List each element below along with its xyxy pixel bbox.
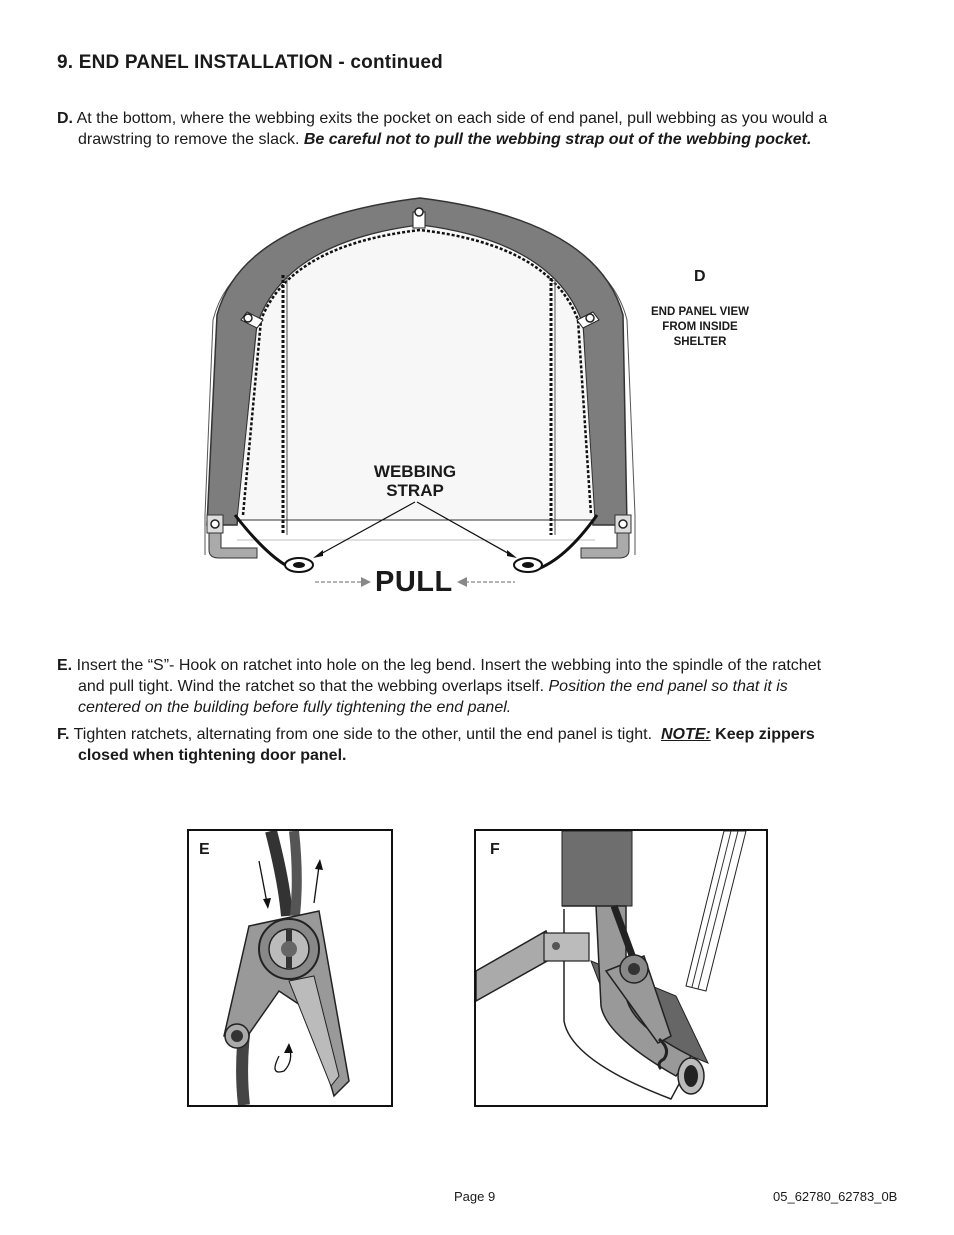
end-panel-diagram xyxy=(195,190,645,600)
figure-e-box xyxy=(187,829,393,1107)
step-f-label: F. xyxy=(57,726,70,743)
step-d-line2: drawstring to remove the slack. xyxy=(78,131,300,148)
ratchet-installed-illustration xyxy=(476,831,766,1105)
step-d-label: D. xyxy=(57,110,73,127)
step-e-line1: Insert the “S”- Hook on ratchet into hole on the leg bend. Insert the webbing into the spindle of the ratchet xyxy=(76,657,822,674)
figure-f-letter: F xyxy=(490,841,500,858)
ratchet-closeup-illustration xyxy=(189,831,391,1105)
step-f-bold1: Keep zippers xyxy=(715,726,815,743)
step-e-line2: and pull tight. Wind the ratchet so that the webbing overlaps itself. xyxy=(78,678,545,695)
step-f xyxy=(57,724,917,766)
figure-d-letter: D xyxy=(694,268,706,285)
note-label: NOTE: xyxy=(660,726,711,743)
step-e-label: E. xyxy=(57,657,73,674)
step-f-line1: Tighten ratchets, alternating from one side to the other, until the end panel is tight. xyxy=(73,726,653,743)
figure-e-letter: E xyxy=(199,841,210,858)
section-title: 9. END PANEL INSTALLATION - continued xyxy=(57,52,443,73)
pull-label: PULL xyxy=(375,566,453,598)
page-number: Page 9 xyxy=(454,1189,496,1204)
step-e-line3: centered on the building before fully tightening the end panel. xyxy=(78,699,512,716)
step-d xyxy=(57,108,917,150)
step-d-line1: At the bottom, where the webbing exits the pocket on each side of end panel, pull webbing as you would a xyxy=(76,110,828,127)
webbing-strap-label: WEBBING STRAP xyxy=(373,462,457,500)
step-e-line2-italic: Position the end panel so that it is xyxy=(548,678,788,695)
figure-d-caption: END PANEL VIEW FROM INSIDE SHELTER xyxy=(651,306,749,348)
document-code: 05_62780_62783_0B xyxy=(773,1189,898,1204)
figure-f-box xyxy=(474,829,768,1107)
step-f-bold2: closed when tightening door panel. xyxy=(78,747,347,764)
step-d-warning: Be careful not to pull the webbing strap out of the webbing pocket. xyxy=(303,131,812,148)
step-e xyxy=(57,655,917,718)
